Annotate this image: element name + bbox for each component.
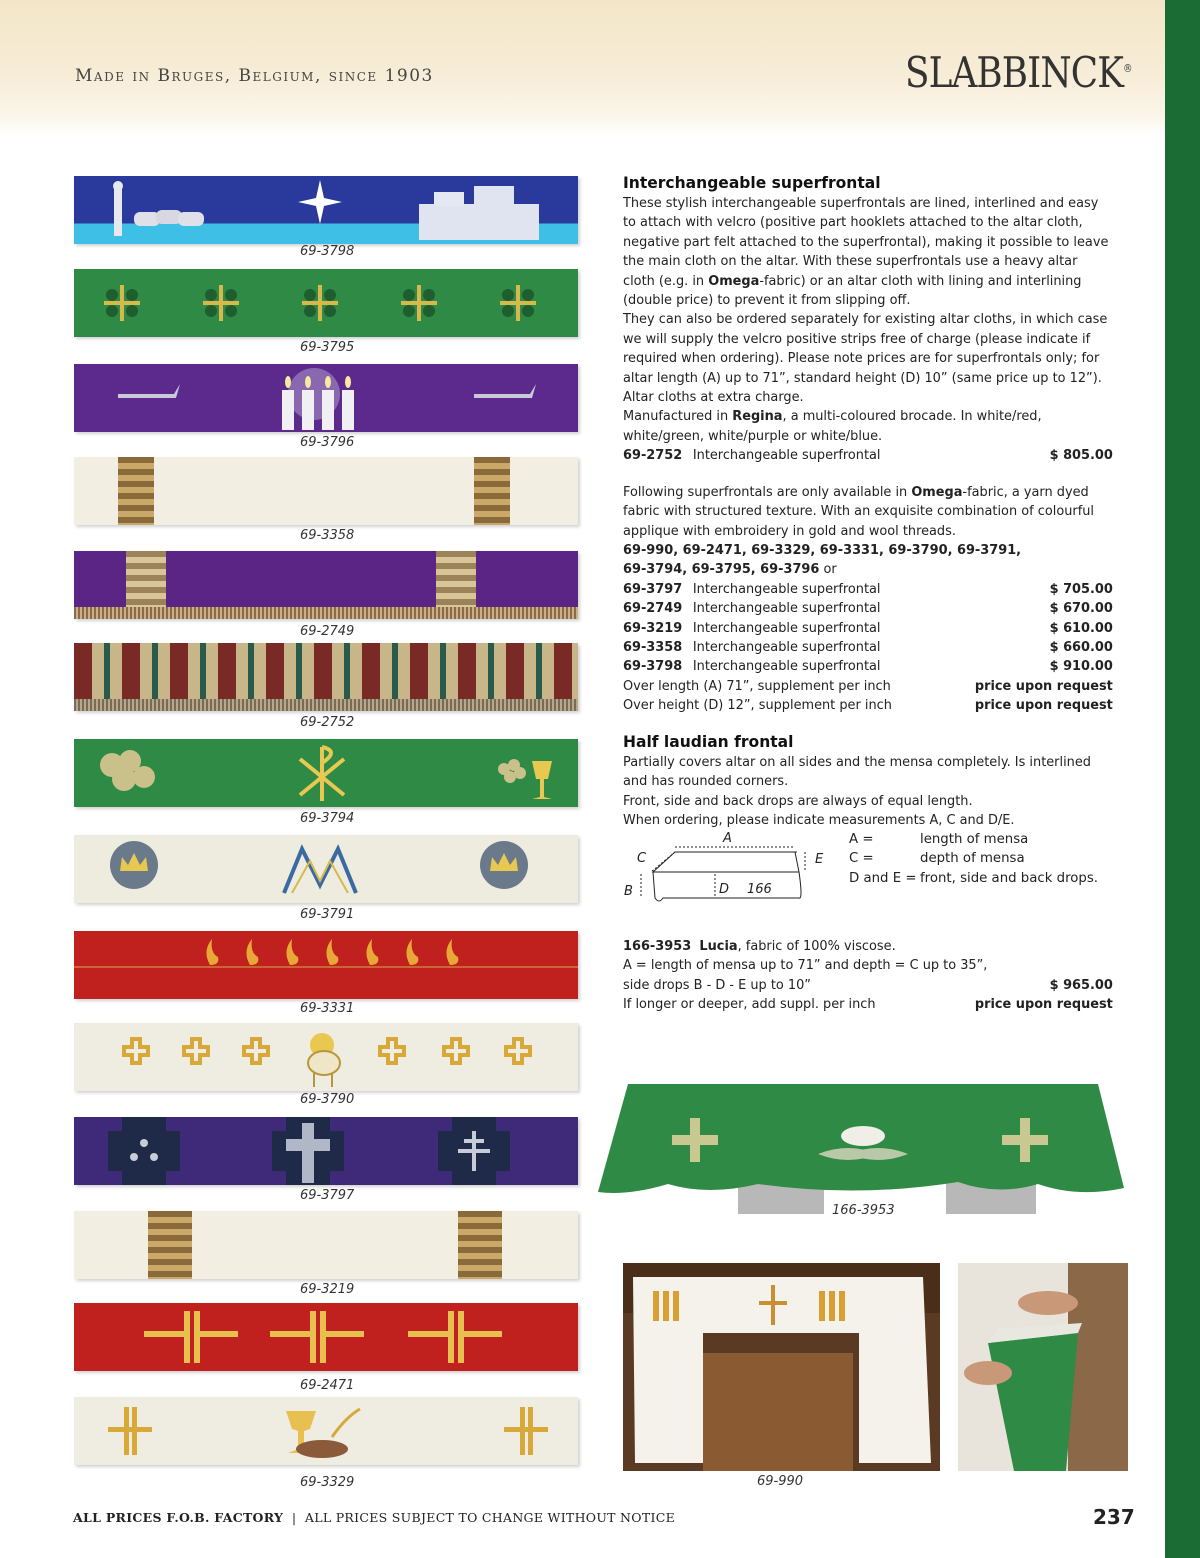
swatch-69-2749[interactable] [74,551,578,619]
measurement-legend [849,830,1098,888]
nativity-motif-icon [74,176,578,244]
swatch-69-3797[interactable] [74,1117,578,1185]
paragraph: A = length of mensa up to 71” and depth = C up to 35”, [623,958,988,974]
measurement-diagram [623,830,838,905]
swatch-69-2471[interactable] [74,1303,578,1371]
swatch-69-3331[interactable] [74,931,578,999]
brocade-band [436,551,476,609]
supplement-row: Over length (A) 71”, supplement per inch price upon request [623,678,1113,694]
brocade-band [458,1211,502,1279]
flames-motif-icon [74,931,578,999]
altar-table-photo [623,1263,940,1471]
brocade-band [148,1211,192,1279]
lucia-section [623,937,1113,1015]
section-title: Interchangeable superfrontal [623,173,881,192]
swatch-caption: 69-3358 [300,528,355,543]
swatch-caption: 69-3790 [300,1092,355,1107]
swatch-caption: 69-3219 [300,1282,355,1297]
brand-logo: SLABBINCK® [905,48,1132,97]
svg-text:E: E [815,852,824,867]
svg-text:B: B [624,884,633,899]
photo-caption: 69-990 [757,1474,804,1489]
code-list: 69-990, 69-2471, 69-3329, 69-3331, 69-3790, 69-3791, [623,542,1022,558]
supplement-row: Over height (D) 12”, supplement per inch price upon request [623,698,1113,714]
svg-text:A: A [723,831,732,846]
brocade-band [474,457,510,525]
swatch-caption: 69-3329 [300,1475,355,1490]
swatch-69-3791[interactable] [74,835,578,903]
swatch-caption: 69-3794 [300,811,355,826]
paragraph: Following superfrontals are only available in Omega-fabric, a yarn dyed fabric with structured texture. With an exquisite combination of colourful applique with embroidery in gold and wool threads. [623,484,1094,539]
laudian-section [623,731,1113,831]
superfrontal-section [623,172,1113,716]
side-color-bar [1165,0,1200,1558]
page-header [0,0,1165,135]
swatch-caption: 69-2752 [300,715,355,730]
price-row: 69-3219 Interchangeable superfrontal $ 610.00 [623,620,1113,636]
fringe [74,607,578,619]
legend-row: A = length of mensa [849,832,1029,847]
price-row: 69-3798 Interchangeable superfrontal $ 910.00 [623,659,1113,675]
marian-motif-icon [74,835,578,903]
svg-text:C: C [637,851,647,866]
paragraph: These stylish interchangeable superfrontals are lined, interlined and easy to attach with velcro (positive part hooklets attached to the altar cloth, negative part felt attached to the superfrontal), making it possible to leave the main cloth on the altar. With these superfrontals use a heavy altar cloth (e.g. in Omega-fabric) or an altar cloth with lining and interlining (double price) to prevent it from slipping off. [623,196,1109,309]
paragraph: When ordering, please indicate measurements A, C and D/E. [623,813,1015,829]
swatch-caption: 69-3791 [300,907,355,922]
price-row: 69-2752 Interchangeable superfrontal $ 805.00 [623,448,1113,464]
tagline: Made in Bruges, Belgium, since 1903 [75,66,434,86]
swatch-caption: 69-3796 [300,435,355,450]
legend-row: C = depth of mensa [849,851,1025,867]
section-title: Half laudian frontal [623,732,794,751]
supplement-row: If longer or deeper, add suppl. per inch price upon request [623,997,1113,1013]
swatch-69-3790[interactable] [74,1023,578,1091]
green-altar-cloth-photo [598,1080,1128,1215]
page-footer: ALL PRICES F.O.B. FACTORY | ALL PRICES SUBJECT TO CHANGE WITHOUT NOTICE [73,1510,676,1525]
paragraph: Front, side and back drops are always of equal length. [623,793,973,809]
photo-caption: 166-3953 [832,1203,895,1218]
paragraph: Manufactured in Regina, a multi-coloured brocade. In white/red, white/green, white/purple or white/blue. [623,409,1042,444]
swatch-69-3795[interactable] [74,269,578,337]
paragraph: They can also be ordered separately for existing altar cloths, in which case we will supply the velcro positive strips free of charge (please indicate if required when ordering). Please note prices are for superfrontals only; for altar length (A) up to 71”, standard height (D) 10” (same price up to 12”). Altar cloths at extra charge. [623,312,1108,406]
cross-motif-icon [74,269,578,337]
swatch-69-3794[interactable] [74,739,578,807]
svg-text:D: D [719,882,730,897]
cross-panels-motif-icon [74,1117,578,1185]
swatch-69-3796[interactable] [74,364,578,432]
swatch-caption: 69-3795 [300,340,355,355]
velcro-attachment-photo [958,1263,1128,1471]
svg-text:166: 166 [747,882,772,897]
lamb-motif-icon [74,1023,578,1091]
price-row: 69-3358 Interchangeable superfrontal $ 660.00 [623,639,1113,655]
swatch-69-3329[interactable] [74,1397,578,1465]
item-heading: 166-3953 Lucia, fabric of 100% viscose. [623,939,896,954]
swatch-caption: 69-3797 [300,1188,355,1203]
code-list: 69-3794, 69-3795, 69-3796 or [623,562,837,578]
price-row: 69-3797 Interchangeable superfrontal $ 705.00 [623,581,1113,597]
swatch-69-3798[interactable] [74,176,578,244]
price-row: 69-2749 Interchangeable superfrontal $ 670.00 [623,601,1113,617]
brocade-band [126,551,166,609]
gold-cross-motif-icon [74,1303,578,1371]
page-number: 237 [1093,1505,1135,1529]
legend-row: D and E = front, side and back drops. [849,870,1098,886]
fringe [74,699,578,711]
swatch-caption: 69-3798 [300,244,355,259]
swatch-caption: 69-2749 [300,624,355,639]
chalice-motif-icon [74,1397,578,1465]
paragraph: Partially covers altar on all sides and the mensa completely. Is interlined and has rounded corners. [623,755,1091,790]
swatch-69-3358[interactable] [74,457,578,525]
brocade-band [118,457,154,525]
price-row: side drops B - D - E up to 10” $ 965.00 [623,977,1113,993]
chi-rho-motif-icon [74,739,578,807]
swatch-69-2752[interactable] [74,643,578,711]
swatch-caption: 69-2471 [300,1378,355,1393]
swatch-caption: 69-3331 [300,1001,355,1016]
candles-motif-icon [74,364,578,432]
swatch-69-3219[interactable] [74,1211,578,1279]
